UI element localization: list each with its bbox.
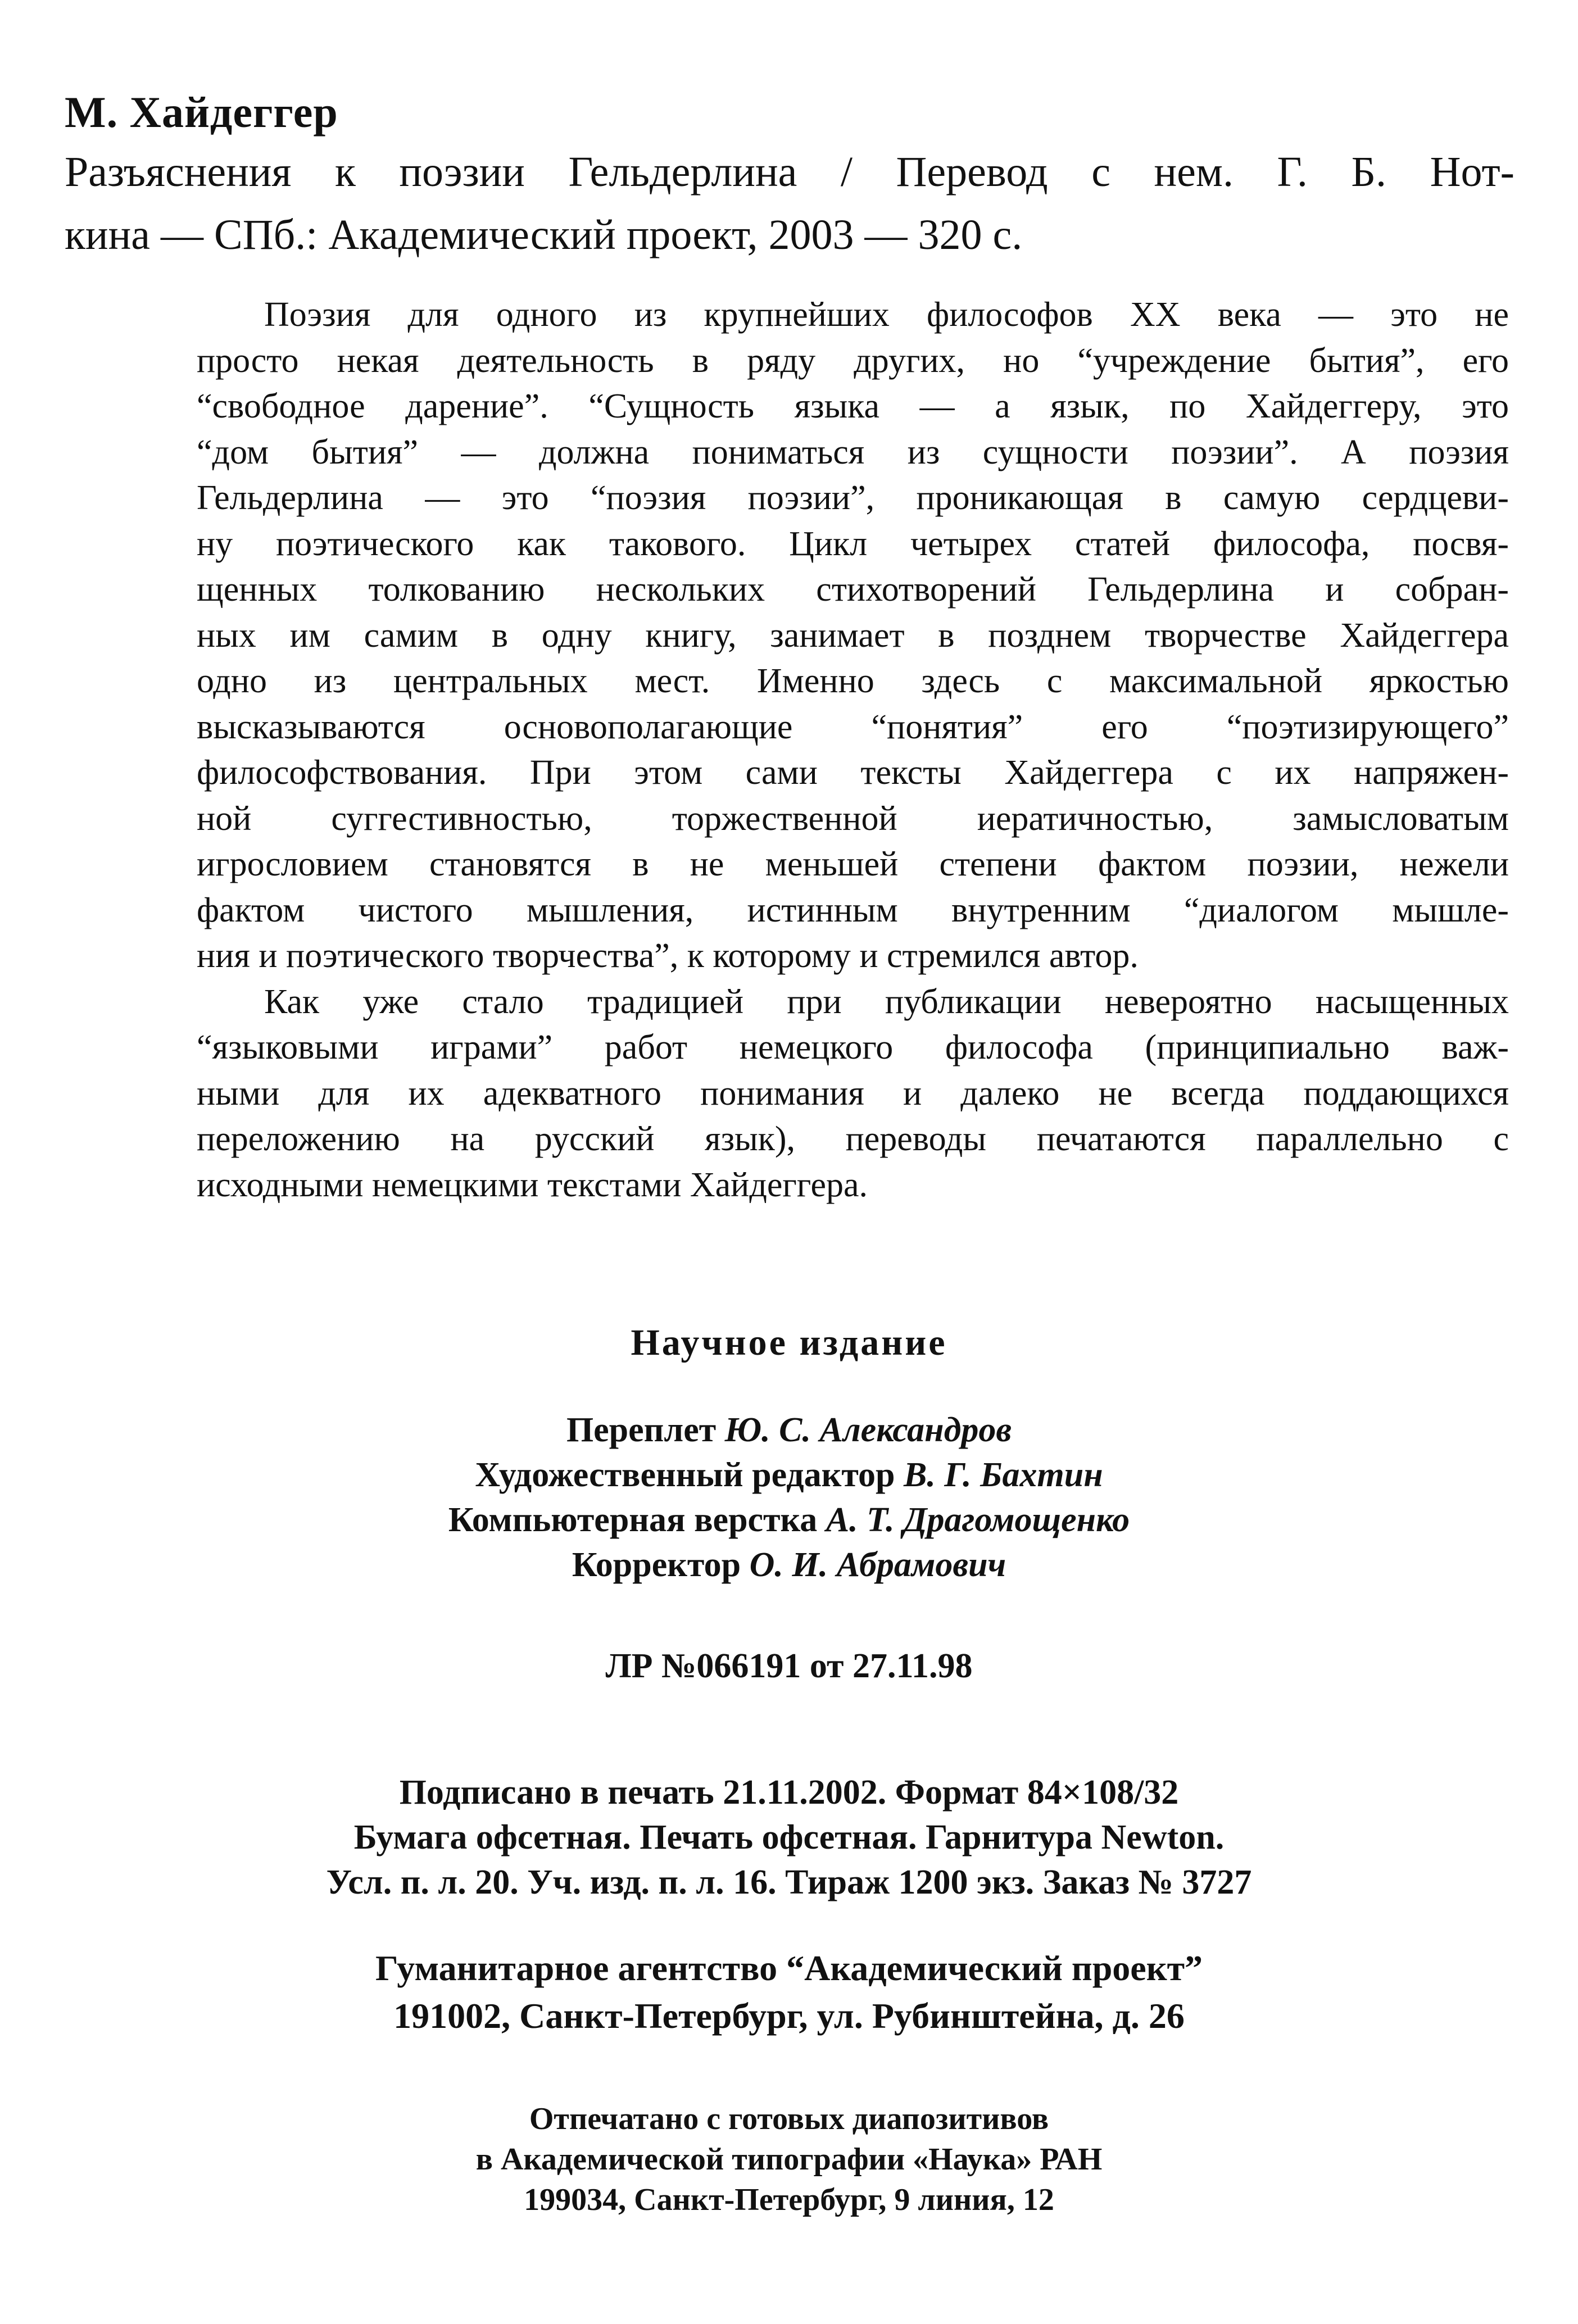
printer-line: в Академической типографии «Наука» РАН: [475, 2142, 1103, 2177]
printer-line: Отпечатано с готовых диапозитивов: [529, 2101, 1049, 2136]
annotation-line: ной суггестивностью, торжественной иератичностью, замысловатым: [197, 799, 1509, 838]
bib-line: Разъяснения к поэзии Гельдерлина / Перевод с нем. Г. Б. Нот-: [65, 148, 1514, 196]
credit-role: Художественный редактор: [475, 1456, 895, 1494]
annotation-line: “языковыми играми” работ немецкого философа (принципиально важ-: [197, 1028, 1509, 1066]
credit-line: [0, 1408, 1578, 1453]
annotation-line: Поэзия для одного из крупнейших философов XX века — это не: [264, 296, 1509, 334]
annotation-line: ния и поэтического творчества”, к которому и стремился автор.: [197, 937, 1139, 975]
credit-person: А. Т. Драгомощенко: [826, 1501, 1130, 1539]
printer-block: [0, 2099, 1578, 2220]
edition-type: Научное издание: [631, 1322, 947, 1363]
printer-line: 199034, Санкт-Петербург, 9 линия, 12: [524, 2182, 1054, 2217]
annotation-line: Гельдерлина — это “поэзия поэзии”, проникающая в самую сердцеви-: [197, 479, 1509, 517]
print-info-line: Подписано в печать 21.11.2002. Формат 84×108/32: [399, 1773, 1179, 1812]
author-name: М. Хайдеггер: [65, 88, 338, 137]
print-info-line: Бумага офсетная. Печать офсетная. Гарнитура Newton.: [353, 1818, 1225, 1857]
annotation-line: философствования. При этом сами тексты Хайдеггера с их напряжен-: [197, 754, 1509, 792]
annotation-line: ных им самим в одну книгу, занимает в позднем творчестве Хайдеггера: [197, 616, 1509, 655]
annotation-line: “свободное дарение”. “Сущность языка — а язык, по Хайдеггеру, это: [197, 387, 1509, 425]
annotation-line: высказываются основополагающие “понятия” его “поэтизирующего”: [197, 707, 1509, 746]
annotation-line: ну поэтического как такового. Цикл четырех статей философа, посвя-: [197, 524, 1509, 563]
credits-block: [0, 1408, 1578, 1587]
annotation-line: щенных толкованию нескольких стихотворений Гельдерлина и собран-: [197, 570, 1509, 609]
print-info-line: Усл. п. л. 20. Уч. изд. п. л. 16. Тираж 1200 экз. Заказ № 3727: [326, 1863, 1252, 1901]
annotation-text: [197, 292, 1509, 1208]
credit-role: Переплет: [566, 1411, 717, 1449]
credit-role: Корректор: [572, 1546, 741, 1584]
annotation-line: одно из центральных мест. Именно здесь с максимальной яркостью: [197, 662, 1509, 700]
annotation-line: ными для их адекватного понимания и далеко не всегда поддающихся: [197, 1074, 1509, 1113]
bib-line: кина — СПб.: Академический проект, 2003 — 320 с.: [65, 211, 1023, 258]
credit-line: [0, 1542, 1578, 1587]
annotation-line: переложению на русский язык), переводы печатаются параллельно с: [197, 1120, 1509, 1158]
print-info-block: [0, 1770, 1578, 1905]
credit-role: Компьютерная верстка: [448, 1501, 818, 1539]
credit-line: [0, 1453, 1578, 1497]
annotation-line: фактом чистого мышления, истинным внутренним “диалогом мышле-: [197, 891, 1509, 929]
publisher-address: 191002, Санкт-Петербург, ул. Рубинштейна, д. 26: [393, 1996, 1185, 2036]
license-number: ЛР №066191 от 27.11.98: [605, 1647, 973, 1685]
credit-person: В. Г. Бахтин: [904, 1456, 1103, 1494]
annotation-line: игрословием становятся в не меньшей степени фактом поэзии, нежели: [197, 845, 1509, 883]
annotation-line: Как уже стало традицией при публикации невероятно насыщенных: [264, 982, 1509, 1021]
bibliographic-record: [65, 140, 1514, 266]
annotation-line: “дом бытия” — должна пониматься из сущности поэзии”. А поэзия: [197, 433, 1509, 471]
publisher-block: [0, 1944, 1578, 2040]
credit-line: [0, 1497, 1578, 1542]
publisher-name: Гуманитарное агентство “Академический проект”: [375, 1948, 1203, 1988]
annotation-line: просто некая деятельность в ряду других, но “учреждение бытия”, его: [197, 341, 1509, 380]
credit-person: Ю. С. Александров: [724, 1411, 1012, 1449]
credit-person: О. И. Абрамович: [749, 1546, 1006, 1584]
annotation-line: исходными немецкими текстами Хайдеггера.: [197, 1165, 868, 1204]
